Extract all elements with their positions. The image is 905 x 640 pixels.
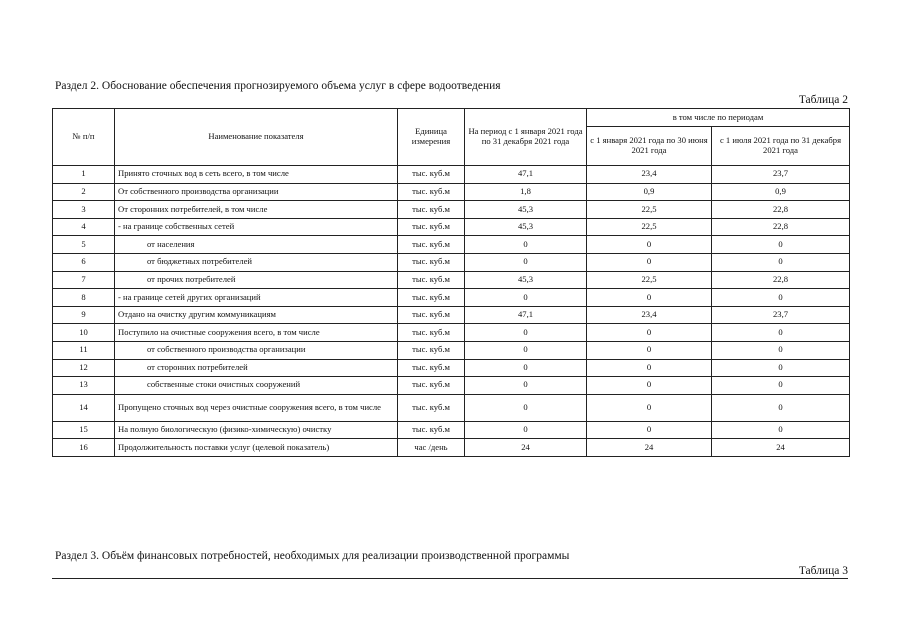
- row-num: 2: [53, 183, 115, 201]
- header-unit: Единица измерения: [398, 109, 465, 166]
- row-name: От сторонних потребителей, в том числе: [115, 201, 398, 219]
- row-num: 6: [53, 253, 115, 271]
- section2-title: Раздел 2. Обоснование обеспечения прогнозируемого объема услуг в сфере водоотведения: [55, 80, 501, 92]
- table-row: [53, 236, 850, 254]
- row-name: Продолжительность поставки услуг (целевой показатель): [115, 439, 398, 457]
- row-h2: 22,8: [712, 271, 850, 289]
- section3-rule: [52, 578, 848, 579]
- row-h2: 24: [712, 439, 850, 457]
- row-total: 0: [465, 421, 587, 439]
- row-total: 24: [465, 439, 587, 457]
- table2-label: Таблица 2: [798, 94, 848, 106]
- table-row: [53, 439, 850, 457]
- row-total: 47,1: [465, 306, 587, 324]
- row-h1: 0: [587, 359, 712, 377]
- table-row: [53, 183, 850, 201]
- row-total: 0: [465, 394, 587, 421]
- row-unit: тыс. куб.м: [398, 394, 465, 421]
- row-h2: 0: [712, 359, 850, 377]
- row-h1: 0,9: [587, 183, 712, 201]
- row-h1: 0: [587, 253, 712, 271]
- table3-label: Таблица 3: [798, 565, 848, 577]
- row-name: от бюджетных потребителей: [115, 253, 398, 271]
- row-name: На полную биологическую (физико-химическую) очистку: [115, 421, 398, 439]
- row-unit: час /день: [398, 439, 465, 457]
- row-h2: 22,8: [712, 218, 850, 236]
- row-num: 15: [53, 421, 115, 439]
- row-num: 4: [53, 218, 115, 236]
- table-row: [53, 289, 850, 307]
- row-name: Отдано на очистку другим коммуникациям: [115, 306, 398, 324]
- row-unit: тыс. куб.м: [398, 253, 465, 271]
- row-h1: 24: [587, 439, 712, 457]
- row-unit: тыс. куб.м: [398, 166, 465, 184]
- row-num: 14: [53, 394, 115, 421]
- row-name: собственные стоки очистных сооружений: [115, 377, 398, 395]
- row-unit: тыс. куб.м: [398, 341, 465, 359]
- row-h2: 0: [712, 236, 850, 254]
- row-num: 1: [53, 166, 115, 184]
- table-row: [53, 341, 850, 359]
- volume-table: [52, 108, 850, 457]
- row-h1: 23,4: [587, 306, 712, 324]
- row-h1: 0: [587, 289, 712, 307]
- row-total: 45,3: [465, 271, 587, 289]
- table-row: [53, 359, 850, 377]
- row-name: от собственного производства организации: [115, 341, 398, 359]
- row-h2: 23,7: [712, 306, 850, 324]
- row-h2: 0: [712, 289, 850, 307]
- header-sub1: с 1 января 2021 года по 30 июня 2021 года: [587, 127, 712, 166]
- row-num: 5: [53, 236, 115, 254]
- table-row: [53, 166, 850, 184]
- row-h2: 0: [712, 341, 850, 359]
- row-h1: 22,5: [587, 218, 712, 236]
- row-num: 7: [53, 271, 115, 289]
- row-total: 0: [465, 289, 587, 307]
- row-total: 45,3: [465, 218, 587, 236]
- row-name: от прочих потребителей: [115, 271, 398, 289]
- row-h2: 0,9: [712, 183, 850, 201]
- table-row: [53, 324, 850, 342]
- row-total: 0: [465, 359, 587, 377]
- header-name: Наименование показателя: [115, 109, 398, 166]
- row-h1: 0: [587, 421, 712, 439]
- row-h2: 0: [712, 324, 850, 342]
- row-num: 8: [53, 289, 115, 307]
- row-num: 9: [53, 306, 115, 324]
- row-total: 0: [465, 377, 587, 395]
- row-unit: тыс. куб.м: [398, 377, 465, 395]
- row-h1: 0: [587, 377, 712, 395]
- row-unit: тыс. куб.м: [398, 271, 465, 289]
- row-h2: 23,7: [712, 166, 850, 184]
- row-name: от населения: [115, 236, 398, 254]
- row-unit: тыс. куб.м: [398, 421, 465, 439]
- row-name: от сторонних потребителей: [115, 359, 398, 377]
- row-num: 12: [53, 359, 115, 377]
- row-unit: тыс. куб.м: [398, 289, 465, 307]
- row-h1: 23,4: [587, 166, 712, 184]
- row-h1: 22,5: [587, 271, 712, 289]
- row-unit: тыс. куб.м: [398, 201, 465, 219]
- row-unit: тыс. куб.м: [398, 183, 465, 201]
- row-num: 3: [53, 201, 115, 219]
- row-name: - на границе собственных сетей: [115, 218, 398, 236]
- row-unit: тыс. куб.м: [398, 324, 465, 342]
- row-h1: 0: [587, 324, 712, 342]
- table-row: [53, 421, 850, 439]
- row-num: 16: [53, 439, 115, 457]
- row-total: 45,3: [465, 201, 587, 219]
- row-unit: тыс. куб.м: [398, 236, 465, 254]
- row-h1: 22,5: [587, 201, 712, 219]
- table-row: [53, 201, 850, 219]
- row-h1: 0: [587, 236, 712, 254]
- table-row: [53, 377, 850, 395]
- row-total: 1,8: [465, 183, 587, 201]
- row-h2: 22,8: [712, 201, 850, 219]
- row-h1: 0: [587, 341, 712, 359]
- row-unit: тыс. куб.м: [398, 359, 465, 377]
- row-name: От собственного производства организации: [115, 183, 398, 201]
- row-num: 11: [53, 341, 115, 359]
- row-unit: тыс. куб.м: [398, 306, 465, 324]
- row-h2: 0: [712, 377, 850, 395]
- row-name: - на границе сетей других организаций: [115, 289, 398, 307]
- row-h2: 0: [712, 421, 850, 439]
- row-total: 0: [465, 253, 587, 271]
- row-name: Принято сточных вод в сеть всего, в том числе: [115, 166, 398, 184]
- header-num: № п/п: [53, 109, 115, 166]
- row-total: 0: [465, 341, 587, 359]
- section3-title: Раздел 3. Объём финансовых потребностей, необходимых для реализации производственной программы: [55, 550, 570, 562]
- row-unit: тыс. куб.м: [398, 218, 465, 236]
- row-num: 10: [53, 324, 115, 342]
- header-subperiods: в том числе по периодам: [587, 109, 850, 127]
- row-num: 13: [53, 377, 115, 395]
- row-name: Пропущено сточных вод через очистные сооружения всего, в том числе: [115, 394, 398, 421]
- row-total: 0: [465, 324, 587, 342]
- table-row: [53, 218, 850, 236]
- row-name: Поступило на очистные сооружения всего, в том числе: [115, 324, 398, 342]
- row-total: 0: [465, 236, 587, 254]
- header-sub2: с 1 июля 2021 года по 31 декабря 2021 года: [712, 127, 850, 166]
- header-period: На период с 1 января 2021 года по 31 декабря 2021 года: [465, 109, 587, 166]
- table-row: [53, 253, 850, 271]
- table-row: [53, 306, 850, 324]
- row-h1: 0: [587, 394, 712, 421]
- row-total: 47,1: [465, 166, 587, 184]
- row-h2: 0: [712, 394, 850, 421]
- table-row: [53, 394, 850, 421]
- table-row: [53, 271, 850, 289]
- row-h2: 0: [712, 253, 850, 271]
